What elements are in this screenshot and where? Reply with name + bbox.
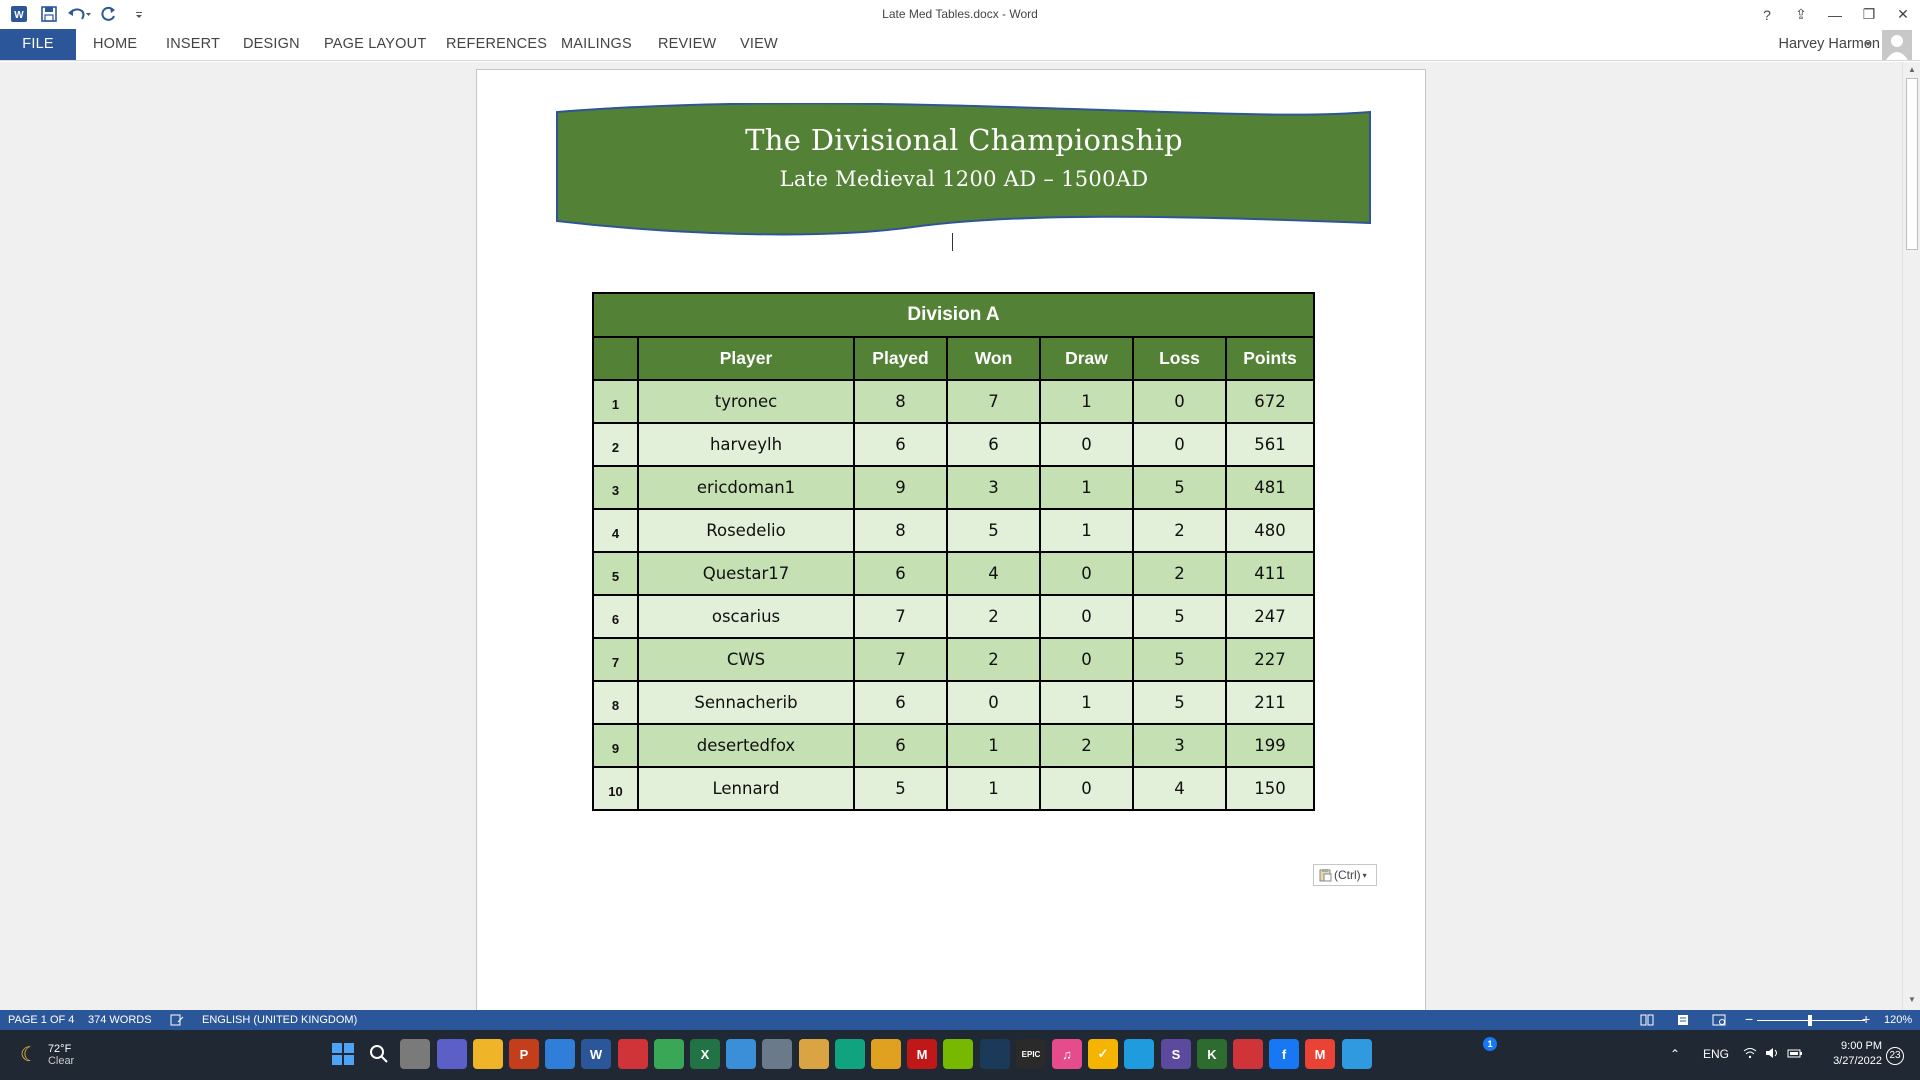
banner-title: The Divisional Championship (745, 123, 1183, 157)
played-cell[interactable]: 6 (854, 423, 947, 466)
player-cell[interactable]: desertedfox (638, 724, 854, 767)
player-cell[interactable]: Lennard (638, 767, 854, 810)
loss-cell[interactable]: 4 (1133, 767, 1226, 810)
loss-cell[interactable]: 0 (1133, 423, 1226, 466)
loss-cell[interactable]: 5 (1133, 681, 1226, 724)
clock[interactable] (1820, 1040, 1882, 1067)
itunes-icon[interactable]: ♫ (1052, 1039, 1082, 1069)
rank-cell[interactable]: 5 (593, 552, 638, 595)
tab-home[interactable]: HOME (93, 36, 138, 52)
chevron-down-icon[interactable] (1864, 42, 1872, 46)
points-cell[interactable]: 411 (1226, 552, 1314, 595)
draw-cell[interactable]: 1 (1040, 380, 1133, 423)
openai-icon[interactable] (835, 1039, 865, 1069)
draw-cell[interactable]: 0 (1040, 638, 1133, 681)
tab-insert[interactable]: INSERT (166, 36, 221, 52)
chrome-icon[interactable] (654, 1039, 684, 1069)
player-cell[interactable]: Rosedelio (638, 509, 854, 552)
word-count[interactable]: 374 WORDS (88, 1014, 152, 1026)
weather-widget[interactable] (20, 1042, 74, 1067)
task-view-icon[interactable] (400, 1039, 430, 1069)
loss-header: Loss (1133, 337, 1226, 380)
vertical-scrollbar[interactable] (1902, 62, 1920, 1010)
volume-icon[interactable] (1765, 1047, 1779, 1062)
draw-cell[interactable]: 2 (1040, 724, 1133, 767)
points-cell[interactable]: 150 (1226, 767, 1314, 810)
rank-cell[interactable]: 2 (593, 423, 638, 466)
moon-icon: ☾ (20, 1044, 38, 1066)
points-header: Points (1226, 337, 1314, 380)
loss-cell[interactable]: 0 (1133, 380, 1226, 423)
loss-cell[interactable]: 2 (1133, 552, 1226, 595)
clipboard-icon (1318, 868, 1332, 882)
won-header: Won (947, 337, 1040, 380)
title-bar (0, 0, 1920, 29)
store-icon[interactable] (545, 1039, 575, 1069)
table-header-row (593, 337, 1314, 380)
player-cell[interactable]: oscarius (638, 595, 854, 638)
won-cell[interactable]: 5 (947, 509, 1040, 552)
paste-options-button[interactable] (1313, 864, 1377, 886)
draw-cell[interactable]: 0 (1040, 423, 1133, 466)
table-row[interactable] (593, 681, 1314, 724)
k-app-icon[interactable]: K (1197, 1039, 1227, 1069)
loss-cell[interactable]: 5 (1133, 466, 1226, 509)
scrollbar-thumb[interactable] (1906, 78, 1918, 250)
loss-cell[interactable]: 5 (1133, 595, 1226, 638)
wifi-icon[interactable] (1743, 1047, 1757, 1062)
powerpoint-icon[interactable]: P (509, 1039, 539, 1069)
rank-cell[interactable]: 3 (593, 466, 638, 509)
status-bar (0, 1010, 1920, 1030)
folder-icon[interactable] (799, 1039, 829, 1069)
nvidia-icon[interactable] (943, 1039, 973, 1069)
division-title: Division A (593, 293, 1314, 337)
word-icon[interactable]: W (581, 1039, 611, 1069)
facebook-icon[interactable]: f (1269, 1039, 1299, 1069)
svg-text:W: W (14, 10, 24, 21)
tab-review[interactable]: REVIEW (658, 36, 717, 52)
points-cell[interactable]: 227 (1226, 638, 1314, 681)
banner-subtitle: Late Medieval 1200 AD – 1500AD (779, 167, 1149, 191)
won-cell[interactable]: 1 (947, 767, 1040, 810)
table-row[interactable] (593, 595, 1314, 638)
rank-cell[interactable]: 6 (593, 595, 638, 638)
played-cell[interactable]: 6 (854, 724, 947, 767)
edge-icon[interactable] (1124, 1039, 1154, 1069)
zoom-level[interactable]: 120% (1884, 1014, 1913, 1026)
loss-cell[interactable]: 3 (1133, 724, 1226, 767)
played-cell[interactable]: 8 (854, 509, 947, 552)
rank-header (593, 337, 638, 380)
table-row[interactable] (593, 509, 1314, 552)
won-cell[interactable]: 7 (947, 380, 1040, 423)
minimize-button[interactable]: — (1828, 6, 1842, 23)
help-icon[interactable]: ? (1763, 6, 1771, 23)
chevron-up-icon[interactable]: ⌃ (1670, 1047, 1681, 1061)
document-area (0, 62, 1902, 1010)
won-cell[interactable]: 1 (947, 724, 1040, 767)
table-row[interactable] (593, 380, 1314, 423)
notification-badge: 1 (1483, 1037, 1497, 1051)
text-cursor (952, 233, 953, 251)
s-app-icon[interactable]: S (1161, 1039, 1191, 1069)
points-cell[interactable]: 199 (1226, 724, 1314, 767)
norton-icon[interactable]: ✓ (1088, 1039, 1118, 1069)
loss-cell[interactable]: 2 (1133, 509, 1226, 552)
draw-cell[interactable]: 0 (1040, 595, 1133, 638)
zoom-slider-thumb[interactable] (1808, 1015, 1812, 1026)
won-cell[interactable]: 2 (947, 595, 1040, 638)
played-cell[interactable]: 7 (854, 638, 947, 681)
taskbar (0, 1030, 1920, 1080)
settings-icon[interactable] (762, 1039, 792, 1069)
language[interactable]: ENGLISH (UNITED KINGDOM) (202, 1014, 358, 1026)
rank-cell[interactable]: 10 (593, 767, 638, 810)
tab-page-layout[interactable]: PAGE LAYOUT (324, 36, 427, 52)
clock-time: 9:00 PM (1841, 1040, 1882, 1052)
tab-file[interactable]: FILE (0, 29, 76, 60)
battery-icon[interactable] (1787, 1047, 1803, 1062)
steam-icon[interactable] (980, 1039, 1010, 1069)
points-cell[interactable]: 481 (1226, 466, 1314, 509)
ribbon-tabs (0, 29, 1920, 61)
print-layout-icon[interactable] (1676, 1014, 1690, 1029)
played-cell[interactable]: 5 (854, 767, 947, 810)
points-cell[interactable]: 211 (1226, 681, 1314, 724)
zoom-out-button[interactable]: − (1745, 1011, 1754, 1027)
played-cell[interactable]: 8 (854, 380, 947, 423)
rank-cell[interactable]: 1 (593, 380, 638, 423)
app-icon[interactable] (871, 1039, 901, 1069)
avatar[interactable] (1882, 30, 1912, 60)
table-body (593, 380, 1314, 810)
player-cell[interactable]: tyronec (638, 380, 854, 423)
player-cell[interactable]: Questar17 (638, 552, 854, 595)
document-page[interactable] (476, 69, 1426, 1029)
player-cell[interactable]: Sennacherib (638, 681, 854, 724)
rank-cell[interactable]: 8 (593, 681, 638, 724)
notifications-badge[interactable]: 23 (1886, 1047, 1904, 1065)
won-cell[interactable]: 4 (947, 552, 1040, 595)
points-cell[interactable]: 480 (1226, 509, 1314, 552)
web-layout-icon[interactable] (1712, 1014, 1726, 1029)
points-cell[interactable]: 561 (1226, 423, 1314, 466)
player-cell[interactable]: ericdoman1 (638, 466, 854, 509)
won-cell[interactable]: 2 (947, 638, 1040, 681)
page-count[interactable]: PAGE 1 OF 4 (8, 1014, 75, 1026)
tab-design[interactable]: DESIGN (243, 36, 300, 52)
player-cell[interactable]: CWS (638, 638, 854, 681)
ribbon-display-options-icon[interactable]: ⇪ (1795, 6, 1807, 22)
points-cell[interactable]: 247 (1226, 595, 1314, 638)
file-explorer-icon[interactable] (473, 1039, 503, 1069)
table-row[interactable] (593, 423, 1314, 466)
loss-cell[interactable]: 5 (1133, 638, 1226, 681)
input-language[interactable]: ENG (1703, 1047, 1730, 1061)
proofing-icon[interactable] (170, 1014, 184, 1029)
clock-date: 3/27/2022 (1833, 1055, 1882, 1067)
excel-icon[interactable]: X (690, 1039, 720, 1069)
won-cell[interactable]: 0 (947, 681, 1040, 724)
played-cell[interactable]: 6 (854, 552, 947, 595)
weather-desc: Clear (47, 1054, 75, 1067)
scroll-down-icon[interactable]: ▼ (1908, 995, 1916, 1004)
gmail-icon[interactable]: M (1305, 1039, 1335, 1069)
won-cell[interactable]: 6 (947, 423, 1040, 466)
restore-button[interactable]: ❐ (1862, 6, 1876, 22)
tips-icon[interactable] (1342, 1039, 1372, 1069)
table-row[interactable] (593, 638, 1314, 681)
teams-chat-icon[interactable] (437, 1039, 467, 1069)
rank-cell[interactable]: 7 (593, 638, 638, 681)
tab-references[interactable]: REFERENCES (446, 36, 548, 52)
document-title: Late Med Tables.docx - Word (882, 7, 1038, 21)
scroll-up-icon[interactable]: ▲ (1908, 65, 1916, 74)
mcafee-icon[interactable]: M (907, 1039, 937, 1069)
epic-games-icon[interactable]: EPIC (1016, 1039, 1046, 1069)
draw-cell[interactable]: 0 (1040, 552, 1133, 595)
won-cell[interactable]: 3 (947, 466, 1040, 509)
gift-icon[interactable] (618, 1039, 648, 1069)
snip-icon[interactable] (1233, 1039, 1263, 1069)
user-name[interactable]: Harvey Harmon (1778, 36, 1880, 52)
rank-cell[interactable]: 9 (593, 724, 638, 767)
read-mode-icon[interactable] (1640, 1014, 1654, 1029)
draw-cell[interactable]: 0 (1040, 767, 1133, 810)
search-icon[interactable] (364, 1039, 394, 1069)
table-row[interactable] (593, 767, 1314, 810)
draw-cell[interactable]: 1 (1040, 466, 1133, 509)
played-cell[interactable]: 7 (854, 595, 947, 638)
photos-icon[interactable] (726, 1039, 756, 1069)
close-button[interactable]: ✕ (1897, 6, 1909, 22)
rank-cell[interactable]: 4 (593, 509, 638, 552)
paste-options-label: (Ctrl) (1334, 868, 1361, 882)
player-header: Player (638, 337, 854, 380)
tab-mailings[interactable]: MAILINGS (561, 36, 632, 52)
played-header: Played (854, 337, 947, 380)
table-row[interactable] (593, 552, 1314, 595)
played-cell[interactable]: 6 (854, 681, 947, 724)
draw-cell[interactable]: 1 (1040, 509, 1133, 552)
table-row[interactable] (593, 466, 1314, 509)
weather-temp: 72°F (47, 1042, 72, 1055)
player-cell[interactable]: harveylh (638, 423, 854, 466)
start-icon[interactable] (328, 1039, 358, 1069)
points-cell[interactable]: 672 (1226, 380, 1314, 423)
division-table[interactable] (592, 292, 1315, 811)
played-cell[interactable]: 9 (854, 466, 947, 509)
draw-header: Draw (1040, 337, 1133, 380)
tab-view[interactable]: VIEW (740, 36, 778, 52)
zoom-in-button[interactable]: + (1862, 1011, 1871, 1027)
table-row[interactable] (593, 724, 1314, 767)
banner-shape[interactable] (555, 103, 1373, 237)
draw-cell[interactable]: 1 (1040, 681, 1133, 724)
chevron-down-icon: ▾ (1362, 870, 1367, 880)
